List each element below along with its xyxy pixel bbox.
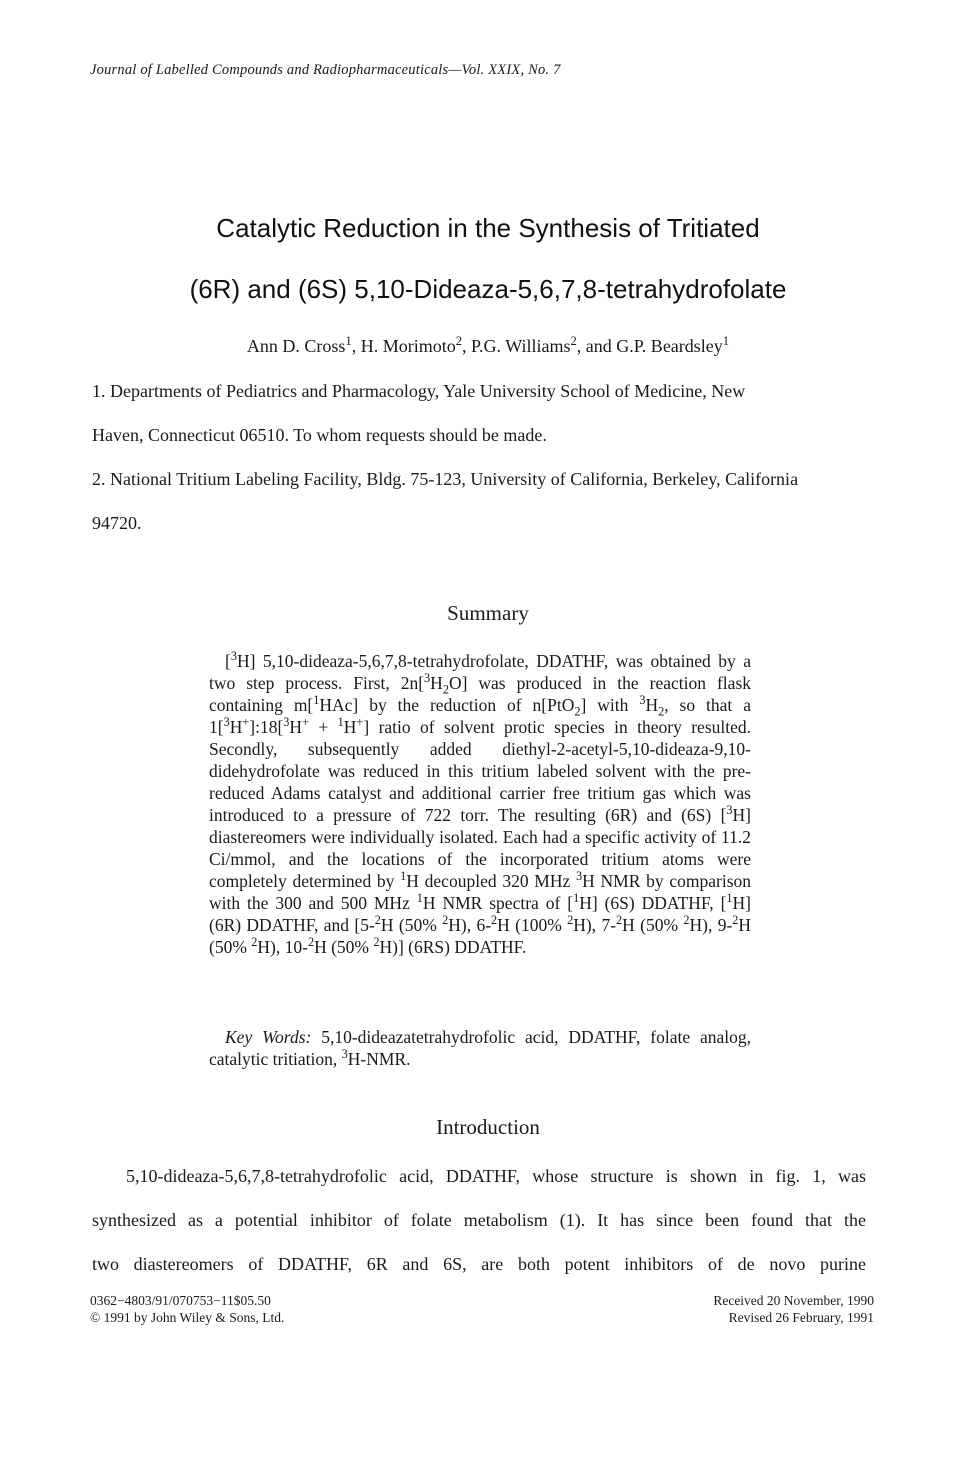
- text-run: H: [430, 673, 443, 693]
- author-separator: , and: [576, 336, 617, 356]
- summary-paragraph: [209, 650, 751, 958]
- superscript: 2: [373, 935, 380, 950]
- text-run: ]:18[: [249, 717, 284, 737]
- superscript: 2: [442, 913, 449, 928]
- author-affiliation-marker: 1: [722, 334, 730, 348]
- superscript: 1: [400, 869, 407, 884]
- author-name: G.P. Beardsley: [616, 336, 723, 356]
- subscript: 2: [658, 704, 665, 719]
- introduction-line-2: synthesized as a potential inhibitor of folate metabolism (1). It has since been found that the: [92, 1210, 866, 1230]
- text-run: H: [229, 717, 243, 737]
- superscript: 1: [573, 891, 580, 906]
- superscript: 2: [683, 913, 690, 928]
- footer-copyright: © 1991 by John Wiley & Sons, Ltd.: [90, 1310, 285, 1325]
- superscript: 2: [616, 913, 623, 928]
- author-separator: ,: [351, 336, 361, 356]
- text-run: H (100%: [497, 915, 568, 935]
- superscript: 3: [341, 1047, 348, 1062]
- text-run: H] diastereomers were individually isolated. Each had a specific activity of 11.2 Ci/mmol, and the locations of the incorporated tritium atoms were completely determined by: [209, 805, 751, 891]
- footer-received: Received 20 November, 1990: [713, 1293, 874, 1308]
- text-run: H), 7-: [573, 915, 617, 935]
- superscript: 1: [416, 891, 423, 906]
- text-run: H: [343, 717, 357, 737]
- superscript: 3: [639, 693, 646, 708]
- author-name: P.G. Williams: [471, 336, 571, 356]
- title-line-1: Catalytic Reduction in the Synthesis of Tritiated: [216, 213, 760, 243]
- text-run: ] with: [580, 695, 640, 715]
- superscript: 3: [726, 803, 733, 818]
- affiliation-list: [92, 369, 882, 545]
- superscript: 1: [726, 891, 733, 906]
- footer-dates: [713, 1292, 874, 1326]
- text-run: H NMR spectra of [: [422, 893, 574, 913]
- superscript: 3: [283, 715, 290, 730]
- introduction-line-3: two diastereomers of DDATHF, 6R and 6S, are both potent inhibitors of de novo purine: [92, 1254, 866, 1274]
- superscript: 3: [223, 715, 230, 730]
- author-affiliation-marker: 1: [345, 334, 352, 348]
- author-affiliation-marker: 2: [570, 334, 577, 348]
- text-run: H] (6S) DDATHF, [: [579, 893, 727, 913]
- superscript: 1: [313, 693, 320, 708]
- key-words-text: 5,10-dideazatetrahydrofolic acid, DDATHF, folate analog, catalytic tritiation,: [209, 1027, 751, 1069]
- superscript: 3: [424, 671, 431, 686]
- author-list: [0, 336, 976, 357]
- introduction-line-1: 5,10-dideaza-5,6,7,8-tetrahydrofolic acid, DDATHF, whose structure is shown in fig. 1, was: [126, 1166, 866, 1186]
- text-run: HAc] by the reduction of n[PtO: [319, 695, 575, 715]
- text-run: H NMR by comparison with the 300 and 500 MHz: [209, 871, 751, 913]
- text-run: H), 10-: [257, 937, 308, 957]
- key-words-paragraph: [209, 1026, 751, 1070]
- subscript: 2: [442, 682, 449, 697]
- superscript: +: [242, 715, 250, 730]
- text-run: H] (6R) DDATHF, and [5-: [209, 893, 751, 935]
- affiliation-1-line-2: Haven, Connecticut 06510. To whom requests should be made.: [92, 425, 547, 445]
- title-line-2: (6R) and (6S) 5,10-Dideaza-5,6,7,8-tetrahydrofolate: [189, 274, 787, 304]
- superscript: 2: [491, 913, 498, 928]
- text-run: , so that a 1[: [209, 695, 752, 737]
- text-run: H), 9-: [689, 915, 733, 935]
- text-run: H)] (6RS) DDATHF.: [379, 937, 527, 957]
- affiliation-2-line-2: 94720.: [92, 513, 142, 533]
- superscript: +: [302, 715, 309, 730]
- text-run: [: [225, 651, 231, 671]
- author-name: H. Morimoto: [360, 336, 456, 356]
- superscript: 1: [337, 715, 344, 730]
- superscript: 2: [567, 913, 574, 928]
- superscript: 3: [230, 649, 237, 664]
- subscript: 2: [574, 704, 581, 719]
- superscript: 2: [374, 913, 381, 928]
- footer-revised: Revised 26 February, 1991: [728, 1310, 874, 1325]
- text-run: H (50%: [314, 937, 374, 957]
- author-name: Ann D. Cross: [246, 336, 346, 356]
- footer-code: 0362−4803/91/070753−11$05.50: [90, 1293, 271, 1308]
- text-run: H (50%: [209, 915, 752, 957]
- summary-heading: Summary: [447, 601, 529, 625]
- key-words-end: H-NMR.: [347, 1049, 411, 1069]
- text-run: H] 5,10-dideaza-5,6,7,8-tetrahydrofolate, DDATHF, was obtained by a two step process. First, 2n[: [209, 651, 751, 693]
- text-run: H), 6-: [448, 915, 492, 935]
- affiliation-2-line-1: 2. National Tritium Labeling Facility, Bldg. 75-123, University of California, Berkeley, California: [92, 469, 799, 489]
- superscript: 2: [251, 935, 258, 950]
- superscript: +: [356, 715, 364, 730]
- text-run: O] was produced in the reaction flask containing m[: [209, 673, 751, 715]
- text-run: H: [645, 695, 659, 715]
- text-run: H (50%: [380, 915, 443, 935]
- superscript: 3: [576, 869, 583, 884]
- author-separator: ,: [462, 336, 472, 356]
- affiliation-1-line-1: 1. Departments of Pediatrics and Pharmacology, Yale University School of Medicine, New: [92, 381, 746, 401]
- text-run: +: [308, 717, 338, 737]
- journal-header: Journal of Labelled Compounds and Radiopharmaceuticals—Vol. XXIX, No. 7: [90, 62, 561, 78]
- text-run: H (50%: [622, 915, 684, 935]
- text-run: H decoupled 320 MHz: [406, 871, 577, 891]
- superscript: 2: [307, 935, 315, 950]
- text-run: H: [289, 717, 303, 737]
- footer-publication-info: [90, 1292, 284, 1326]
- text-run: ] ratio of solvent protic species in theory resulted. Secondly, subsequently added diethyl-2-acetyl-5,10-dideaza-9,10-didehydrofolate was reduced in this tritium labeled solvent with the pre-reduced Adams catalyst and additional carrier free tritium gas which was introduced to a pressure of 722 torr. The resulting (6R) and (6S) [: [209, 717, 751, 825]
- author-affiliation-marker: 2: [455, 334, 463, 348]
- key-words-label: Key Words:: [225, 1027, 312, 1047]
- superscript: 2: [732, 913, 739, 928]
- introduction-heading: Introduction: [436, 1115, 540, 1139]
